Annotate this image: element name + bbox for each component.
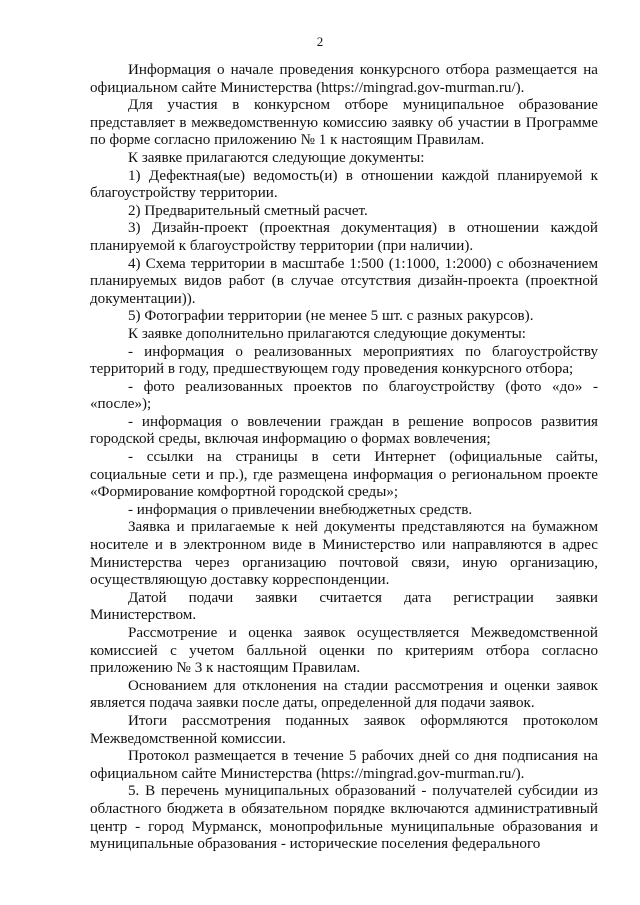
paragraph: Итоги рассмотрения поданных заявок оформляются протоколом Межведомственной комиссии. bbox=[90, 712, 598, 747]
page-number: 2 bbox=[316, 34, 324, 49]
list-item: - ссылки на страницы в сети Интернет (официальные сайты, социальные сети и пр.), где размещена информация о региональном проекте «Формирование комфортной городской среды»; bbox=[90, 449, 598, 501]
paragraph: Датой подачи заявки считается дата регистрации заявки Министерством. bbox=[90, 589, 598, 624]
list-item: - информация о привлечении внебюджетных средств. bbox=[128, 501, 473, 518]
list-item: 2) Предварительный сметный расчет. bbox=[128, 202, 368, 219]
paragraph: Рассмотрение и оценка заявок осуществляется Межведомственной комиссией с учетом балльной оценки по критериям отбора согласно приложению № 3 к настоящим Правилам. bbox=[90, 625, 598, 677]
list-item: - информация о реализованных мероприятиях по благоустройству территорий в году, предшествующем году проведения конкурсного отбора; bbox=[90, 343, 598, 378]
paragraph: Информация о начале проведения конкурсного отбора размещается на официальном сайте Министерства (https://mingrad.gov-murman.ru/). bbox=[90, 62, 598, 96]
list-item: 4) Схема территории в масштабе 1:500 (1:1000, 1:2000) с обозначением планируемых видов работ (в случае отсутствия дизайн-проекта (проектной документации)). bbox=[90, 255, 598, 307]
list-item: 1) Дефектная(ые) ведомость(и) в отношении каждой планируемой к благоустройству территории. bbox=[90, 167, 598, 202]
paragraph: Протокол размещается в течение 5 рабочих дней со дня подписания на официальном сайте Министерства (https://mingrad.gov-murman.ru/). bbox=[90, 748, 598, 782]
paragraph: К заявке прилагаются следующие документы: bbox=[128, 149, 425, 166]
paragraph: Заявка и прилагаемые к ней документы представляются на бумажном носителе и в электронном виде в Министерство или направляются в адрес Министерства через организацию почтовой связи, иную организацию, осуществляющую доставку корреспонденции. bbox=[90, 519, 598, 589]
paragraph: Основанием для отклонения на стадии рассмотрения и оценки заявок является подача заявки после даты, определенной для подачи заявок. bbox=[90, 677, 598, 712]
paragraph: 5. В перечень муниципальных образований - получателей субсидии из областного бюджета в обязательном порядке включаются административный центр - город Мурманск, монопрофильные муниципальные образования и муниципальные образования - исторические поселения федерального bbox=[90, 783, 598, 853]
list-item: - фото реализованных проектов по благоустройству (фото «до» - «после»); bbox=[90, 378, 598, 413]
list-item: 3) Дизайн-проект (проектная документация) в отношении каждой планируемой к благоустройству территории (при наличии). bbox=[90, 220, 598, 254]
list-item: - информация о вовлечении граждан в решение вопросов развития городской среды, включая информацию о формах вовлечения; bbox=[90, 413, 598, 448]
list-item: 5) Фотографии территории (не менее 5 шт. с разных ракурсов). bbox=[128, 308, 534, 325]
document-body bbox=[90, 62, 598, 854]
paragraph: Для участия в конкурсном отборе муниципальное образование представляет в межведомственную комиссию заявку об участии в Программе по форме согласно приложению № 1 к настоящим Правилам. bbox=[90, 97, 598, 149]
paragraph: К заявке дополнительно прилагаются следующие документы: bbox=[128, 325, 526, 342]
